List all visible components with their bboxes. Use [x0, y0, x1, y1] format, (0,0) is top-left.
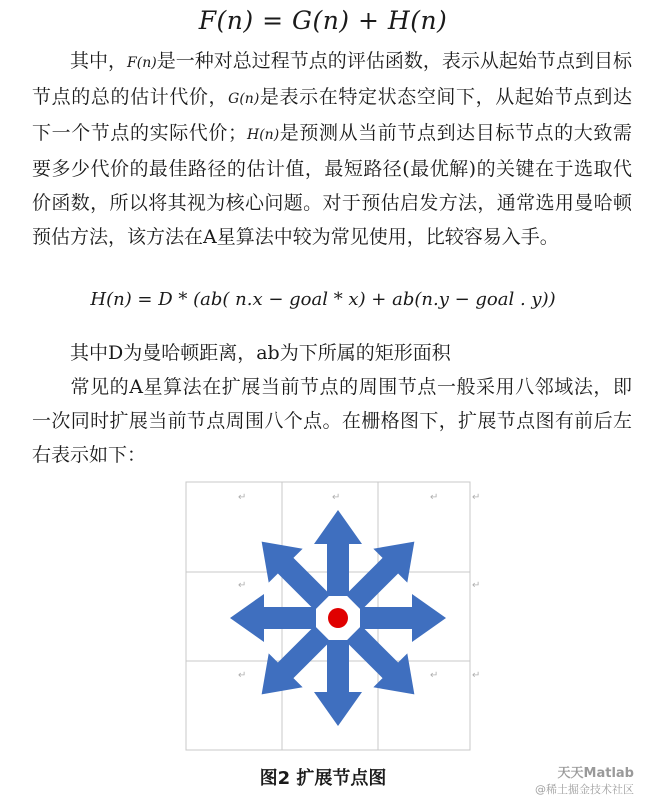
- return-mark: ↵: [430, 492, 439, 503]
- arrow-down: [314, 640, 362, 726]
- paragraph-manhattan-note: 其中D为曼哈顿距离，ab为下所属的矩形面积: [70, 342, 451, 364]
- arrow-left: [230, 594, 316, 642]
- return-mark: ↵: [472, 670, 481, 681]
- watermark-subtitle: @稀土掘金技术社区: [535, 783, 634, 796]
- paragraph-eight-neighbor: 常见的A星算法在扩展当前节点的周围节点一般采用八邻域法，即一次同时扩展当前节点周围八个点。在栅格图下，扩展节点图有前后左右表示如下：: [32, 376, 632, 466]
- current-node: [328, 608, 348, 628]
- expand-node-figure: [182, 478, 481, 754]
- arrow-right: [360, 594, 446, 642]
- return-mark: ↵: [472, 580, 481, 591]
- symbol-h: H(n): [247, 127, 280, 143]
- paragraph-definitions: 其中，F(n)是一种对总过程节点的评估函数，表示从起始节点到目标节点的总的估计代价，G(n)是表示在特定状态空间下，从起始节点到达下一个节点的实际代价；H(n)是预测从当前节点到达目标节点的大致需要多少代价的最佳路径的估计值，最短路径(最优解)的关键在于选取代价函数，所以将其视为核心问题。对于预估启发方法，通常选用曼哈顿预估方法，该方法在A星算法中较为常见使用，比较容易入手。: [32, 50, 632, 248]
- return-mark: ↵: [238, 492, 247, 503]
- equation-manhattan: H(n) = D * (ab( n.x − goal * x) + ab(n.y − goal . y)): [90, 289, 556, 310]
- arrow-up: [314, 510, 362, 596]
- figure-caption: 图2 扩展节点图: [259, 768, 387, 789]
- equation-f-g-h: F(n) = G(n) + H(n): [198, 6, 448, 35]
- grid-diagram: [182, 478, 481, 754]
- return-mark: ↵: [430, 670, 439, 681]
- watermark: [535, 762, 634, 797]
- return-mark: ↵: [238, 670, 247, 681]
- return-mark: ↵: [332, 492, 341, 503]
- return-mark: ↵: [472, 492, 481, 503]
- symbol-g: G(n): [228, 91, 260, 107]
- symbol-f: F(n): [127, 55, 157, 71]
- return-mark: ↵: [238, 580, 247, 591]
- watermark-title: 天天Matlab: [557, 766, 634, 781]
